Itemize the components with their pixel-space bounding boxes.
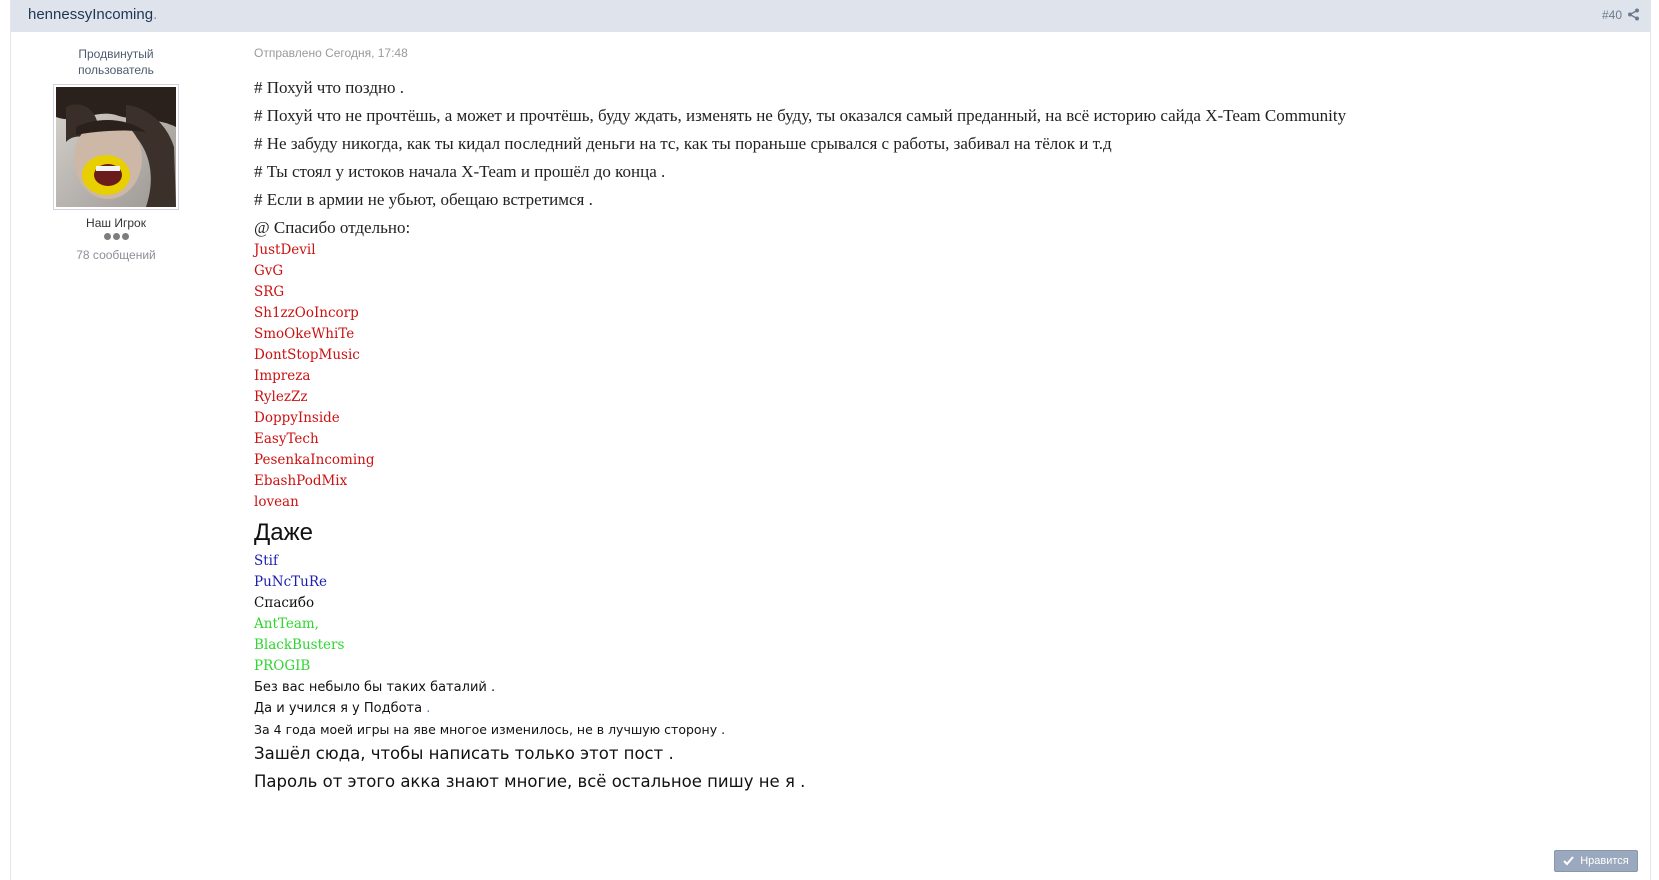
user-group-line2: пользователь [78, 63, 154, 77]
learned-dot: . [422, 701, 431, 716]
post-line: # Похуй что поздно . [254, 78, 405, 97]
years-line: За 4 года моей игры на яве многое изменилось, не в лучшую сторону . [254, 722, 726, 737]
nick-red: RylezZz [254, 389, 308, 405]
post-header [11, 0, 1650, 32]
like-label: Нравится [1580, 855, 1629, 867]
nick-red: lovean [254, 494, 299, 510]
author-name-suffix: . [153, 6, 158, 23]
rank-pip-icon [122, 233, 129, 240]
even-heading: Даже [254, 519, 314, 546]
password-line: Пароль от этого акка знают многие, всё остальное пишу не я . [254, 772, 806, 791]
post-line: # Похуй что не прочтёшь, а может и прочтёшь, буду ждать, изменять не буду, ты оказался самый преданный, на всё историю сайда X-Team Community [254, 106, 1347, 125]
post-content [254, 46, 1634, 796]
author-name-link[interactable] [28, 6, 157, 23]
posted-date: Отправлено Сегодня, 17:48 [254, 46, 408, 60]
nick-red: GvG [254, 263, 284, 279]
post-line: # Если в армии не убьют, обещаю встретимся . [254, 190, 593, 209]
thanks-word: Спасибо [254, 595, 315, 611]
check-icon [1563, 856, 1574, 866]
nick-red: Sh1zzOoIncorp [254, 305, 359, 321]
nick-red: DoppyInside [254, 410, 340, 426]
thanks-heading: @ Спасибо отдельно: [254, 218, 411, 237]
user-group-title [31, 46, 201, 78]
rank-pip-icon [113, 233, 120, 240]
nick-red: PesenkaIncoming [254, 452, 375, 468]
nick-red: EasyTech [254, 431, 319, 447]
nick-green: AntTeam, [254, 616, 319, 632]
nick-green: BlackBusters [254, 637, 345, 653]
nick-red: JustDevil [254, 242, 316, 258]
forum-post [10, 0, 1651, 880]
post-line: # Ты стоял у истоков начала X-Team и прошёл до конца . [254, 162, 666, 181]
came-line: Зашёл сюда, чтобы написать только этот пост . [254, 744, 674, 763]
rank-pip-icon [104, 233, 111, 240]
nick-blue: PuNcTuRe [254, 574, 328, 590]
nick-red: EbashPodMix [254, 473, 348, 489]
nick-green: PROGIB [254, 658, 311, 674]
nick-blue: Stif [254, 553, 278, 569]
nick-red: SRG [254, 284, 285, 300]
nick-red: DontStopMusic [254, 347, 360, 363]
learned-text: Да и учился я у Подбота [254, 701, 423, 716]
author-name[interactable]: hennessyIncoming [28, 6, 154, 23]
rank-pips [31, 232, 201, 244]
post-count: 78 сообщений [76, 248, 156, 262]
share-icon[interactable] [1627, 8, 1640, 21]
nick-red: SmoOkeWhiTe [254, 326, 355, 342]
learned-line [254, 698, 1634, 719]
nick-red: Impreza [254, 368, 311, 384]
battles-line: Без вас небыло бы таких баталий . [254, 680, 496, 695]
user-group-line1: Продвинутый [78, 47, 154, 61]
author-sidebar [31, 46, 201, 262]
post-line: # Не забуду никогда, как ты кидал последний деньги на тс, как ты пораньше срывался с работы, забивал на тёлок и т.д [254, 134, 1112, 153]
like-button[interactable] [1554, 850, 1638, 872]
user-rank: Наш Игрок [86, 216, 146, 230]
post-number-link[interactable]: #40 [1601, 8, 1622, 22]
avatar[interactable] [53, 84, 179, 210]
